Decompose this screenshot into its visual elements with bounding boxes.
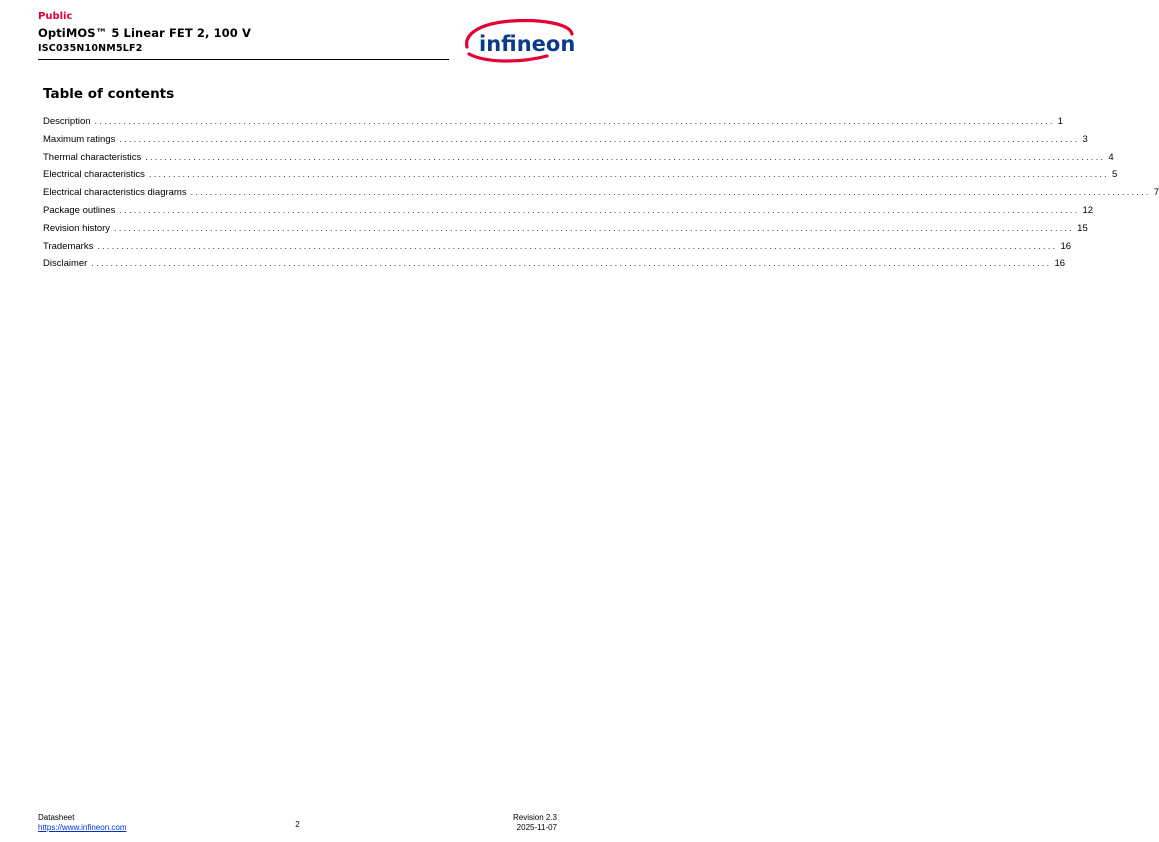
toc-entry-label: Package outlines: [43, 204, 116, 216]
toc-dot-leader: ........................................................................................................................................................................................................: [119, 204, 1080, 215]
toc-entry-page: 5: [1112, 169, 1118, 181]
toc-dot-leader: ........................................................................................................................................................................................................: [190, 187, 1151, 198]
toc-entry-page: 4: [1108, 151, 1114, 163]
product-title: OptiMOS™ 5 Linear FET 2, 100 V: [38, 26, 251, 40]
toc-entry-label: Trademarks: [43, 240, 94, 252]
toc-dot-leader: ........................................................................................................................................................................................................: [148, 169, 1109, 180]
toc-dot-leader: ........................................................................................................................................................................................................: [119, 133, 1080, 144]
header-divider: [38, 59, 449, 60]
toc-dot-leader: ........................................................................................................................................................................................................: [97, 240, 1058, 251]
toc-entry-label: Electrical characteristics: [43, 169, 145, 181]
toc-entry-label: Maximum ratings: [43, 133, 116, 145]
toc-entry-label: Thermal characteristics: [43, 151, 142, 163]
toc-entry[interactable]: [43, 133, 1088, 152]
toc-entry-label: Revision history: [43, 222, 111, 234]
toc-entry-label: Description: [43, 116, 91, 127]
toc-entry[interactable]: [43, 258, 1066, 276]
toc-entry-page: 1: [1057, 116, 1063, 127]
toc-entry-page: 16: [1060, 240, 1072, 252]
toc-dot-leader: ........................................................................................................................................................................................................: [94, 116, 1055, 126]
toc-entry[interactable]: [43, 116, 1063, 134]
toc-entry[interactable]: [43, 169, 1118, 187]
toc-dot-leader: ........................................................................................................................................................................................................: [91, 258, 1052, 269]
footer-page-number: 2: [295, 820, 300, 829]
footer-doc-type: Datasheet: [38, 813, 75, 822]
footer-right: [513, 813, 557, 833]
toc-entry[interactable]: [43, 222, 1088, 241]
classification-label: Public: [38, 11, 73, 22]
toc-entry-page: 16: [1054, 258, 1066, 270]
part-number: ISC035N10NM5LF2: [38, 43, 143, 54]
footer-revision: Revision 2.3: [512, 813, 557, 822]
toc-dot-leader: ........................................................................................................................................................................................................: [145, 151, 1106, 162]
toc-entry[interactable]: [43, 204, 1094, 223]
toc-entry-page: 12: [1082, 204, 1094, 216]
toc-entry-label: Electrical characteristics diagrams: [43, 187, 187, 199]
infineon-logo-mark: [462, 14, 577, 64]
toc-entry-page: 15: [1077, 222, 1088, 234]
toc-entry[interactable]: [43, 151, 1114, 170]
toc-entry-page: 3: [1082, 133, 1088, 145]
toc-entry[interactable]: [43, 240, 1072, 259]
logo-wordmark: infineon: [479, 32, 576, 56]
toc-entry-label: Disclaimer: [43, 258, 88, 270]
infineon-logo: [462, 14, 577, 64]
toc-entry-page: 7: [1153, 187, 1159, 199]
table-of-contents: [43, 116, 1159, 276]
toc-entry[interactable]: [43, 187, 1159, 205]
toc-dot-leader: ........................................................................................................................................................................................................: [114, 222, 1075, 233]
toc-heading: Table of contents: [43, 86, 175, 102]
footer-website-link[interactable]: https://www.infineon.com: [38, 823, 127, 832]
footer-date: 2025-11-07: [516, 823, 557, 832]
